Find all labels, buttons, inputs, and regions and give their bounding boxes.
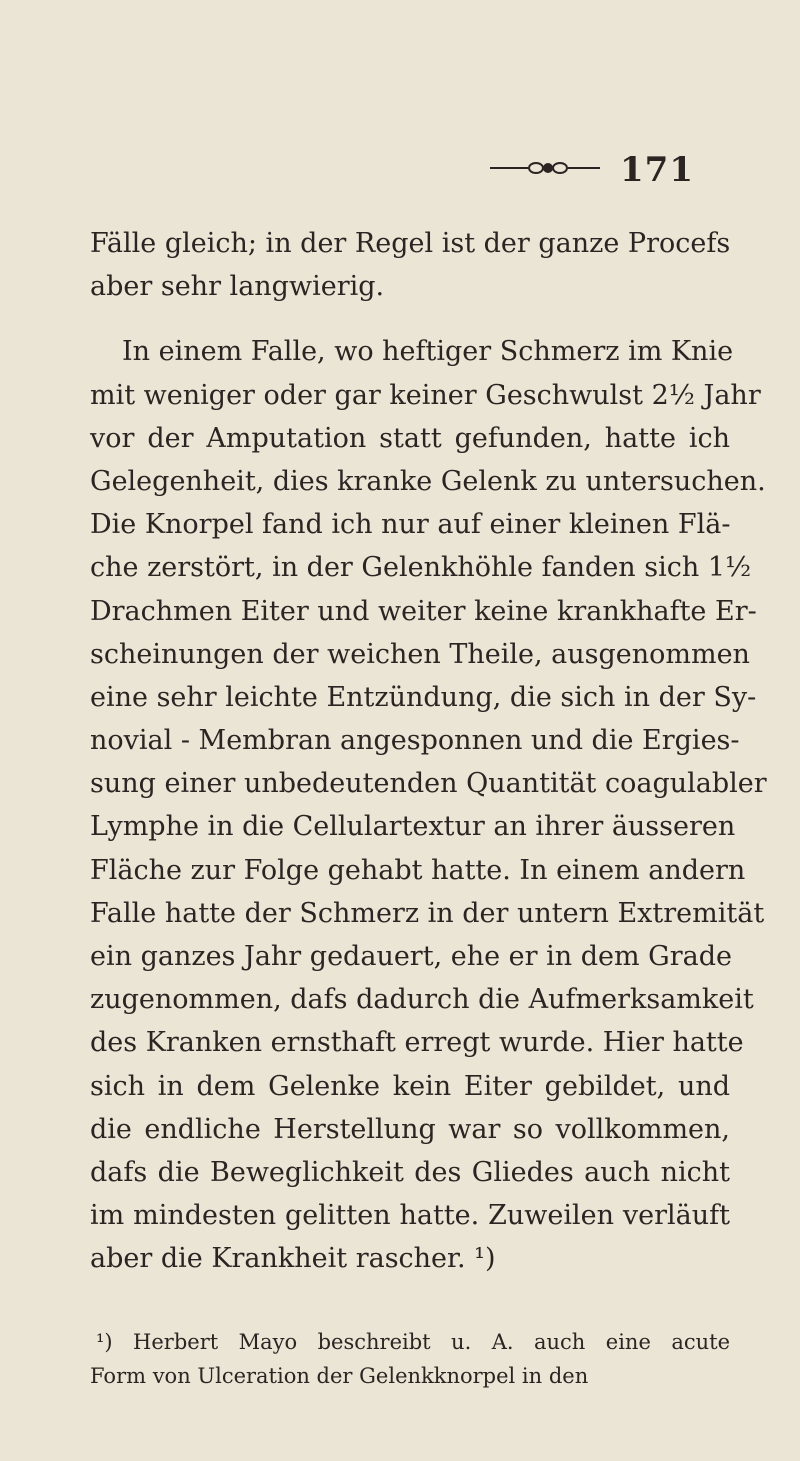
text-line: Falle hatte der Schmerz in der untern Extremität (90, 897, 765, 929)
text-line: zugenommen, dafs dadurch die Aufmerksamkeit (90, 984, 754, 1016)
text-line: In einem Falle, wo heftiger Schmerz im Knie (122, 336, 734, 368)
text-line: Die Knorpel fand ich nur auf einer kleinen Flä- (90, 509, 731, 541)
text-line: eine sehr leichte Entzündung, die sich in der Sy- (90, 681, 757, 713)
text-line: vor der Amputation statt gefunden, hatte ich (90, 422, 730, 454)
page-number: 171 (620, 150, 694, 190)
text-line: Fälle gleich; in der Regel ist der ganze Procefs (90, 228, 731, 259)
text-line: mit weniger oder gar keiner Geschwulst 2½ Jahr (90, 379, 761, 411)
text-line: novial - Membran angesponnen und die Ergies- (90, 725, 740, 757)
text-line: sung einer unbedeutenden Quantität coagulabler (90, 768, 767, 800)
footnote (90, 1325, 730, 1393)
footnote-line: ¹) Herbert Mayo beschreibt u. A. auch eine acute (96, 1330, 730, 1354)
body-text (90, 222, 767, 1281)
text-line: die endliche Herstellung war so vollkommen, (90, 1113, 730, 1145)
text-line: ein ganzes Jahr gedauert, ehe er in dem Grade (90, 941, 733, 972)
text-line: aber sehr langwierig. (90, 271, 385, 303)
text-line: Drachmen Eiter und weiter keine krankhafte Er- (90, 595, 757, 627)
page-header (490, 150, 720, 190)
text-line: des Kranken ernsthaft erregt wurde. Hier hatte (90, 1027, 744, 1059)
text-line: scheinungen der weichen Theile, ausgenommen (90, 638, 750, 670)
text-line: dafs die Beweglichkeit des Gliedes auch nicht (90, 1156, 730, 1188)
text-line: che zerstört, in der Gelenkhöhle fanden sich 1½ (90, 552, 752, 584)
footnote-line: Form von Ulceration der Gelenkknorpel in den (90, 1364, 589, 1388)
text-line: sich in dem Gelenke kein Eiter gebildet, und (90, 1070, 730, 1102)
text-line: Fläche zur Folge gehabt hatte. In einem andern (90, 854, 746, 886)
text-line: im mindesten gelitten hatte. Zuweilen verläuft (90, 1200, 730, 1232)
text-line: aber die Krankheit rascher. ¹) (90, 1243, 496, 1275)
header-rule-ornament-icon (490, 156, 600, 180)
text-line: Lymphe in die Cellulartextur an ihrer äusseren (90, 811, 736, 843)
text-line: Gelegenheit, dies kranke Gelenk zu untersuchen. (90, 465, 766, 497)
